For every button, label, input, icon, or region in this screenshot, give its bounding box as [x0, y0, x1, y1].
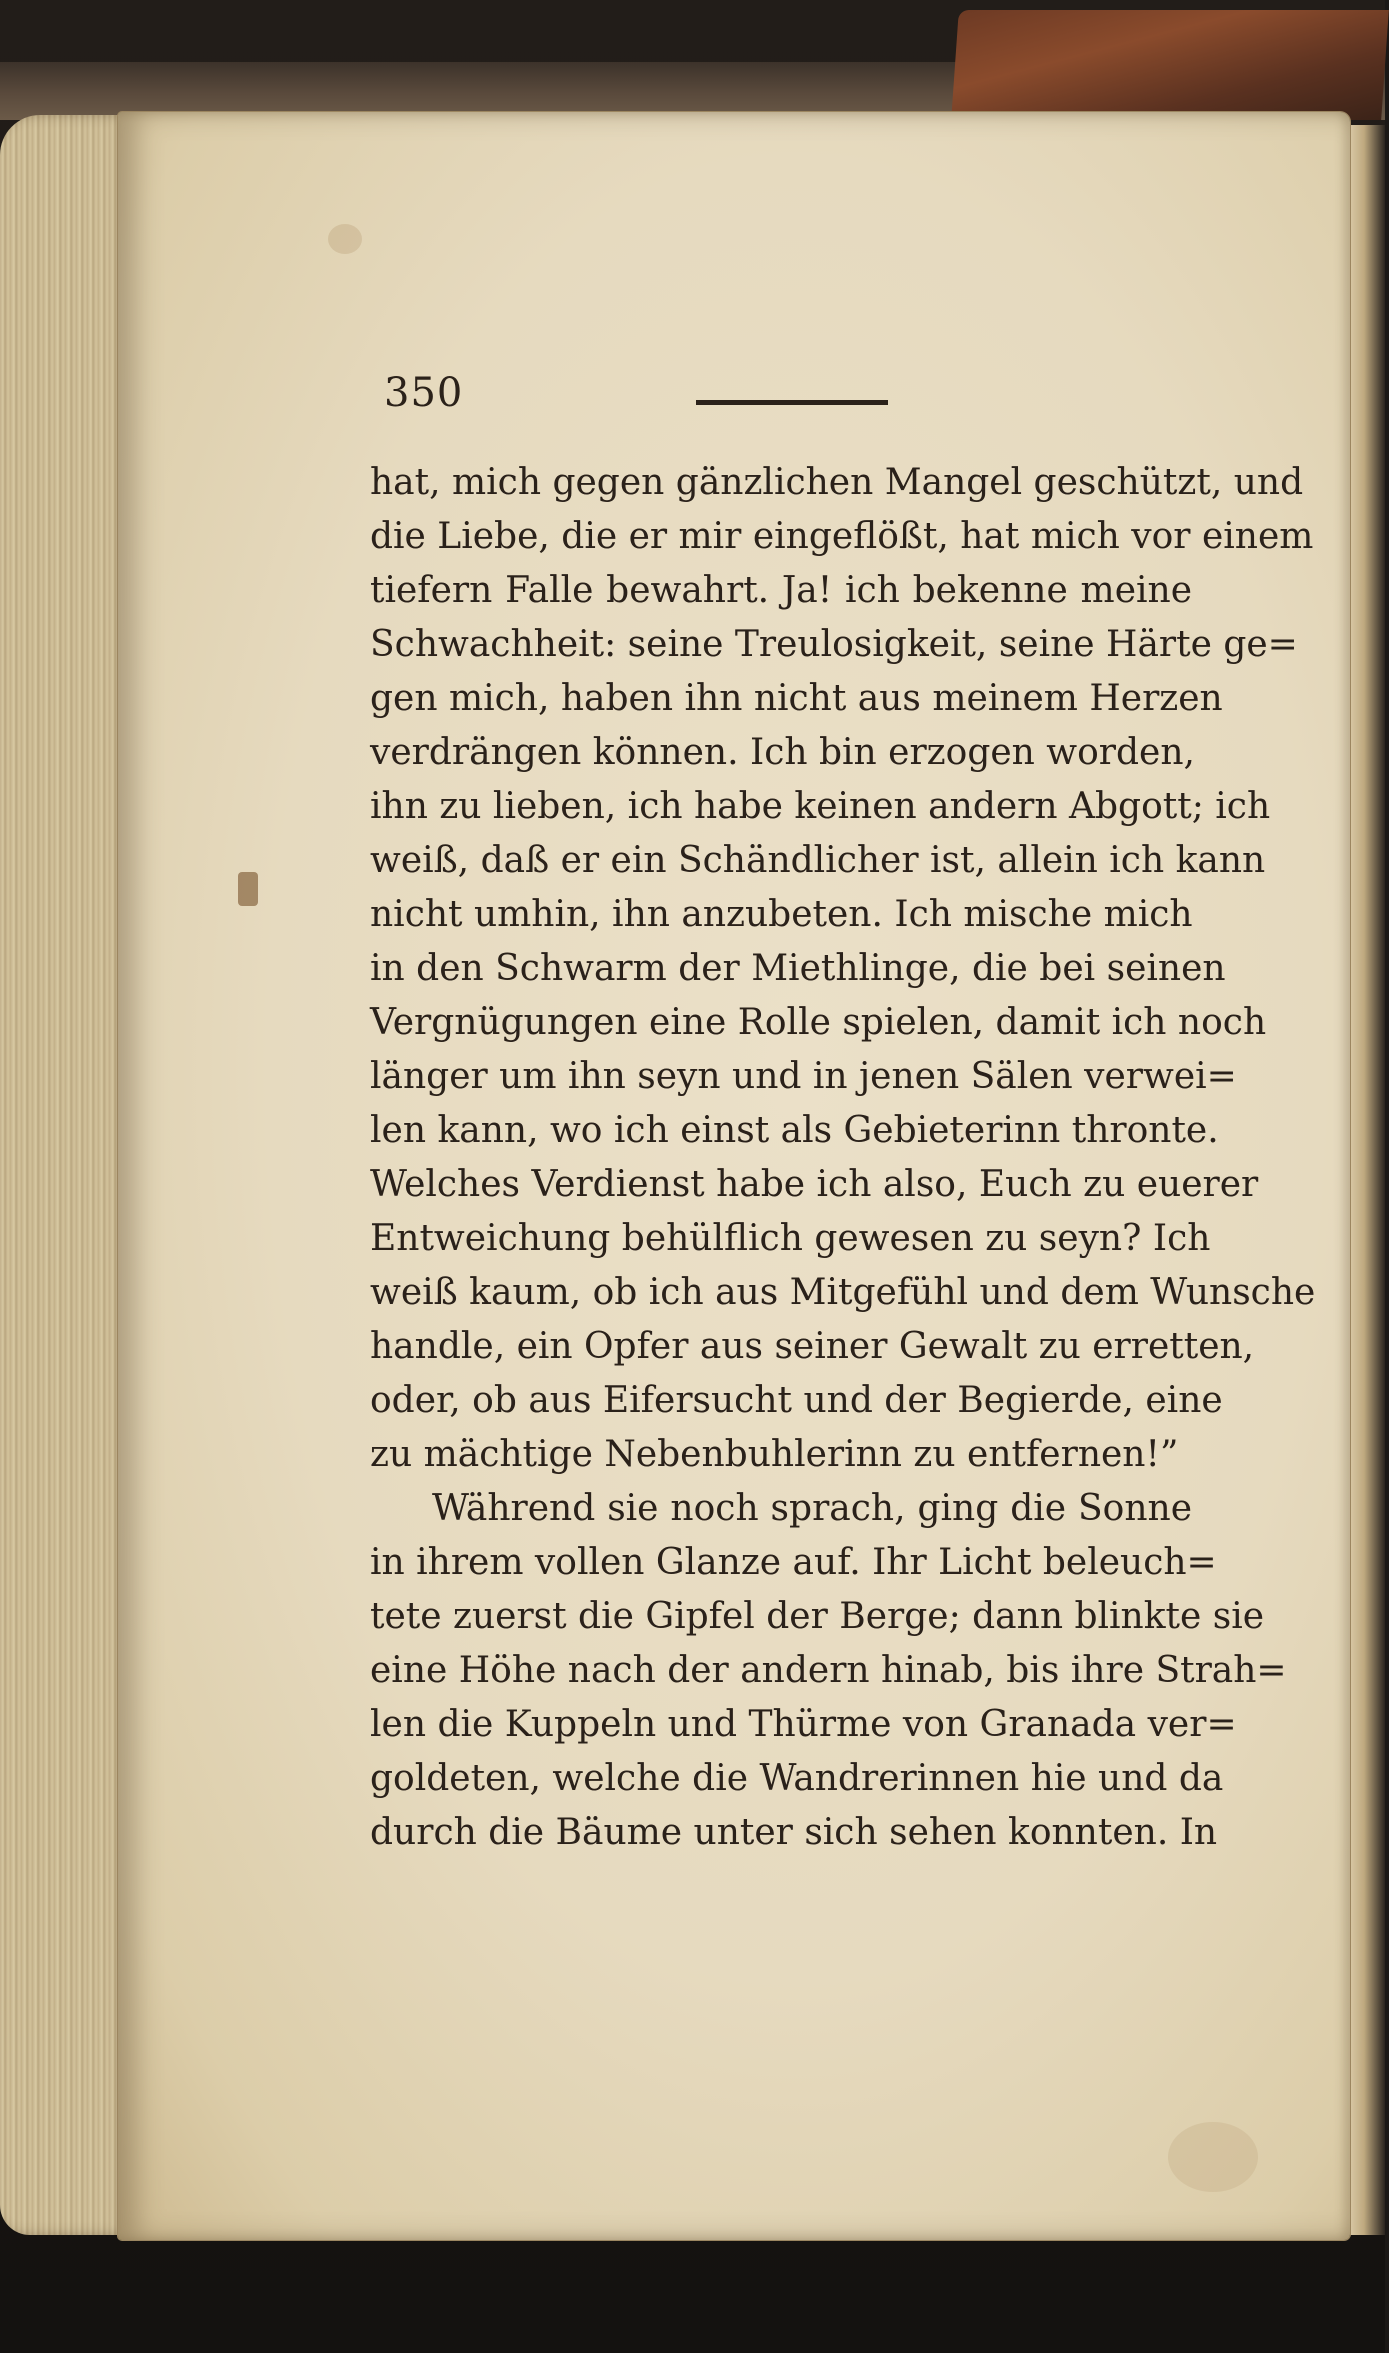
text-line: Schwachheit: seine Treulosigkeit, seine Härte ge=	[370, 624, 1298, 665]
text-line: verdrängen können. Ich bin erzogen worden,	[370, 732, 1195, 773]
text-line: Welches Verdienst habe ich also, Euch zu euerer	[370, 1164, 1259, 1205]
text-line: tete zuerst die Gipfel der Berge; dann blinkte sie	[370, 1596, 1265, 1637]
text-line: weiß kaum, ob ich aus Mitgefühl und dem Wunsche	[370, 1272, 1316, 1313]
text-line: durch die Bäume unter sich sehen konnten. In	[370, 1812, 1218, 1853]
text-line: handle, ein Opfer aus seiner Gewalt zu erretten,	[370, 1326, 1255, 1367]
text-line: eine Höhe nach der andern hinab, bis ihre Strah=	[370, 1650, 1287, 1691]
text-line: gen mich, haben ihn nicht aus meinem Herzen	[370, 678, 1223, 719]
text-line: tiefern Falle bewahrt. Ja! ich bekenne meine	[370, 570, 1192, 611]
leather-cover-corner	[951, 10, 1389, 120]
text-line: len kann, wo ich einst als Gebieterinn thronte.	[370, 1110, 1219, 1151]
text-line: länger um ihn seyn und in jenen Sälen verwei=	[370, 1056, 1237, 1097]
page-header	[384, 370, 904, 420]
text-line: in ihrem vollen Glanze auf. Ihr Licht beleuch=	[370, 1542, 1217, 1583]
page-right-edge	[1350, 125, 1385, 2235]
paper-stain	[328, 224, 362, 254]
text-line: in den Schwarm der Miethlinge, die bei seinen	[370, 948, 1226, 989]
page-edges	[0, 115, 130, 2235]
text-line: Vergnügungen eine Rolle spielen, damit ich noch	[370, 1002, 1267, 1043]
text-line: zu mächtige Nebenbuhlerinn zu entfernen!”	[370, 1434, 1179, 1475]
body-text	[370, 456, 1316, 1860]
ink-blot	[238, 872, 258, 906]
text-line: ihn zu lieben, ich habe keinen andern Abgott; ich	[370, 786, 1271, 827]
paper-stain	[1168, 2122, 1258, 2192]
text-line: oder, ob aus Eifersucht und der Begierde, eine	[370, 1380, 1223, 1421]
text-line: die Liebe, die er mir eingeflößt, hat mich vor einem	[370, 516, 1314, 557]
text-line: goldeten, welche die Wandrerinnen hie und da	[370, 1758, 1224, 1799]
paragraph-start-line: Während sie noch sprach, ging die Sonne	[432, 1488, 1192, 1529]
text-line: nicht umhin, ihn anzubeten. Ich mische mich	[370, 894, 1193, 935]
text-line: len die Kuppeln und Thürme von Granada ver=	[370, 1704, 1237, 1745]
header-rule	[696, 400, 888, 405]
text-line: weiß, daß er ein Schändlicher ist, allein ich kann	[370, 840, 1266, 881]
text-line: Entweichung behülflich gewesen zu seyn? Ich	[370, 1218, 1211, 1259]
text-line: hat, mich gegen gänzlichen Mangel geschützt, und	[370, 462, 1304, 503]
page-number: 350	[384, 370, 464, 416]
